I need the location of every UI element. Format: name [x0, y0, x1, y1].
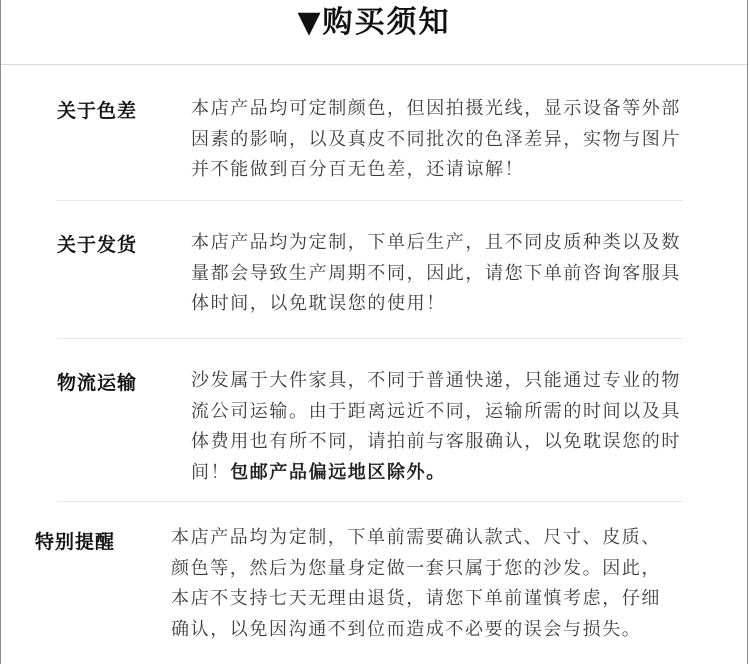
text-line: 间！ [191, 461, 231, 483]
text-line: 因素的影响，以及真皮不同批次的色泽差异，实物与图片 [191, 128, 681, 150]
section-text-shipping [191, 228, 681, 320]
text-line: 本店产品均可定制颜色，但因拍摄光线，显示设备等外部 [191, 98, 681, 119]
free-shipping-note: 包邮产品偏远地区除外。 [230, 461, 446, 483]
section-divider [57, 338, 683, 339]
section-label-color-difference: 关于色差 [57, 100, 138, 122]
text-line: 并不能做到百分百无色差，还请谅解！ [191, 159, 525, 180]
text-line: 体时间，以免耽误您的使用！ [191, 293, 446, 314]
page-title: ▼购买须知 [297, 5, 451, 40]
section-text-color-difference [191, 94, 681, 186]
text-line: 流公司运输。由于距离远近不同，运输所需的时间以及具 [191, 400, 681, 422]
text-line: 本店产品均为定制，下单后生产，且不同皮质种类以及数 [191, 232, 681, 253]
text-line: 量都会导致生产周期不同，因此，请您下单前咨询客服具 [191, 262, 681, 284]
text-line: 确认，以免因沟通不到位而造成不必要的误会与损失。 [171, 618, 642, 640]
section-label-logistics: 物流运输 [57, 372, 138, 394]
section-label-shipping: 关于发货 [57, 234, 138, 256]
section-divider [57, 501, 683, 502]
section-divider [57, 200, 683, 201]
text-line: 本店产品均为定制，下单前需要确认款式、尺寸、皮质、 [171, 527, 661, 548]
section-label-special-notice: 特别提醒 [35, 531, 116, 553]
text-line: 体费用也有所不同，请拍前与客服确认，以免耽误您的时 [191, 431, 681, 452]
section-text-special-notice [171, 523, 661, 645]
title-divider [1, 64, 747, 65]
section-text-logistics [191, 366, 681, 488]
text-line: 沙发属于大件家具，不同于普通快递，只能通过专业的物 [191, 370, 681, 391]
text-line: 颜色等，然后为您量身定做一套只属于您的沙发。因此， [171, 557, 661, 579]
text-line: 本店不支持七天无理由退货，请您下单前谨慎考虑，仔细 [171, 588, 661, 609]
